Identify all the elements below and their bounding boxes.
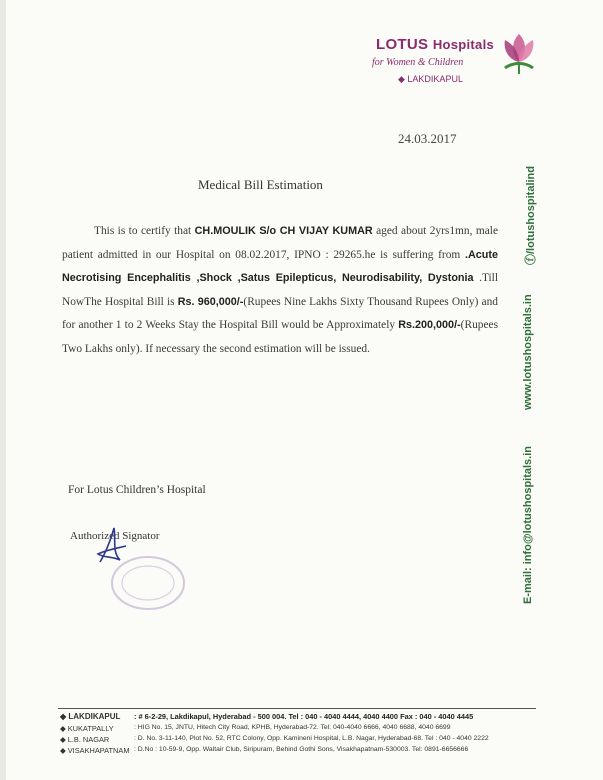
signature-icon xyxy=(92,522,132,568)
sidebar-facebook: ⓕ/lotushospitalind xyxy=(525,166,537,265)
body-text-5: (Rupees Two Lakhs only). If necessary the second estimation will be issued. xyxy=(62,319,498,355)
footer-label-visakhapatnam: ◆ VISAKHAPATNAM xyxy=(60,746,130,755)
letter-date: 24.03.2017 xyxy=(398,131,457,146)
letter-body xyxy=(62,220,498,361)
closing-for-line: For Lotus Children’s Hospital xyxy=(68,484,206,496)
body-text-1: This is to certify that xyxy=(94,225,195,237)
footer-label-lakdikapul: ◆ LAKDIKAPUL xyxy=(60,712,121,721)
footer-address-lakdikapul: : # 6-2-29, Lakdikapul, Hyderabad - 500 004. Tel : 040 - 4040 4444, 4040 4400 Fax : 040 - 4040 4445 xyxy=(134,712,474,721)
footer-label-kukatpally: ◆ KUKATPALLY xyxy=(60,724,114,733)
footer-address-kukatpally: : HIG No. 15, JNTU, Hitech City Road, KPHB, Hyderabad-72. Tel: 040-4040 6666, 4040 6688, 4040 6699 xyxy=(134,724,451,731)
footer-divider xyxy=(58,708,536,709)
page-edge xyxy=(0,0,6,780)
letter-title: Medical Bill Estimation xyxy=(198,177,323,192)
body-text-2: aged about 2yrs1mn, male patient admitted in our Hospital on 08.02.2017, IPNO : 29265.he is suffering from xyxy=(62,225,499,261)
lotus-flower-icon xyxy=(499,32,539,76)
authorized-signatory: Authorized Signator xyxy=(70,530,160,542)
footer-address-visakhapatnam: : D.No : 10-59-9, Opp. Waltair Club, Siripuram, Behind Gothi Sons, Visakhapatnam-530003. Tel: 0891-6656666 xyxy=(134,746,469,753)
estimate-amount: Rs.200,000/- xyxy=(398,319,461,331)
diagnosis: .Acute Necrotising Encephalitis ,Shock ,Satus Epilepticus, Neurodisability, Dystonia xyxy=(62,248,498,284)
logo-title xyxy=(376,36,494,53)
sidebar-website: www.lotushospitals.in xyxy=(522,294,534,410)
logo-name-suffix: Hospitals xyxy=(432,37,495,52)
hospital-logo xyxy=(372,32,542,92)
logo-branch: ◆ LAKDIKAPUL xyxy=(398,74,463,84)
sidebar-email: E-mail: info@lotushospitals.in xyxy=(522,445,534,604)
patient-name: CH.MOULIK S/o CH VIJAY KUMAR xyxy=(194,225,373,237)
footer-address-lbnagar: : D. No. 3-11-140, Plot No. 52, RTC Colony, Opp. Kamineni Hospital, L.B. Nagar, Hyderabad-68. Tel : 040 - 4040 2222 xyxy=(134,735,489,742)
logo-name: LOTUS xyxy=(376,36,429,53)
body-text-3: .Till NowThe Hospital Bill is xyxy=(62,272,499,308)
bill-amount: Rs. 960,000/- xyxy=(177,295,244,308)
logo-tagline: for Women & Children xyxy=(372,57,464,68)
footer-label-lbnagar: ◆ L.B. NAGAR xyxy=(60,735,110,744)
body-text-4: (Rupees Nine Lakhs Sixty Thousand Rupees Only) and for another 1 to 2 Weeks Stay the Hospital Bill would be Approximately xyxy=(62,295,498,331)
